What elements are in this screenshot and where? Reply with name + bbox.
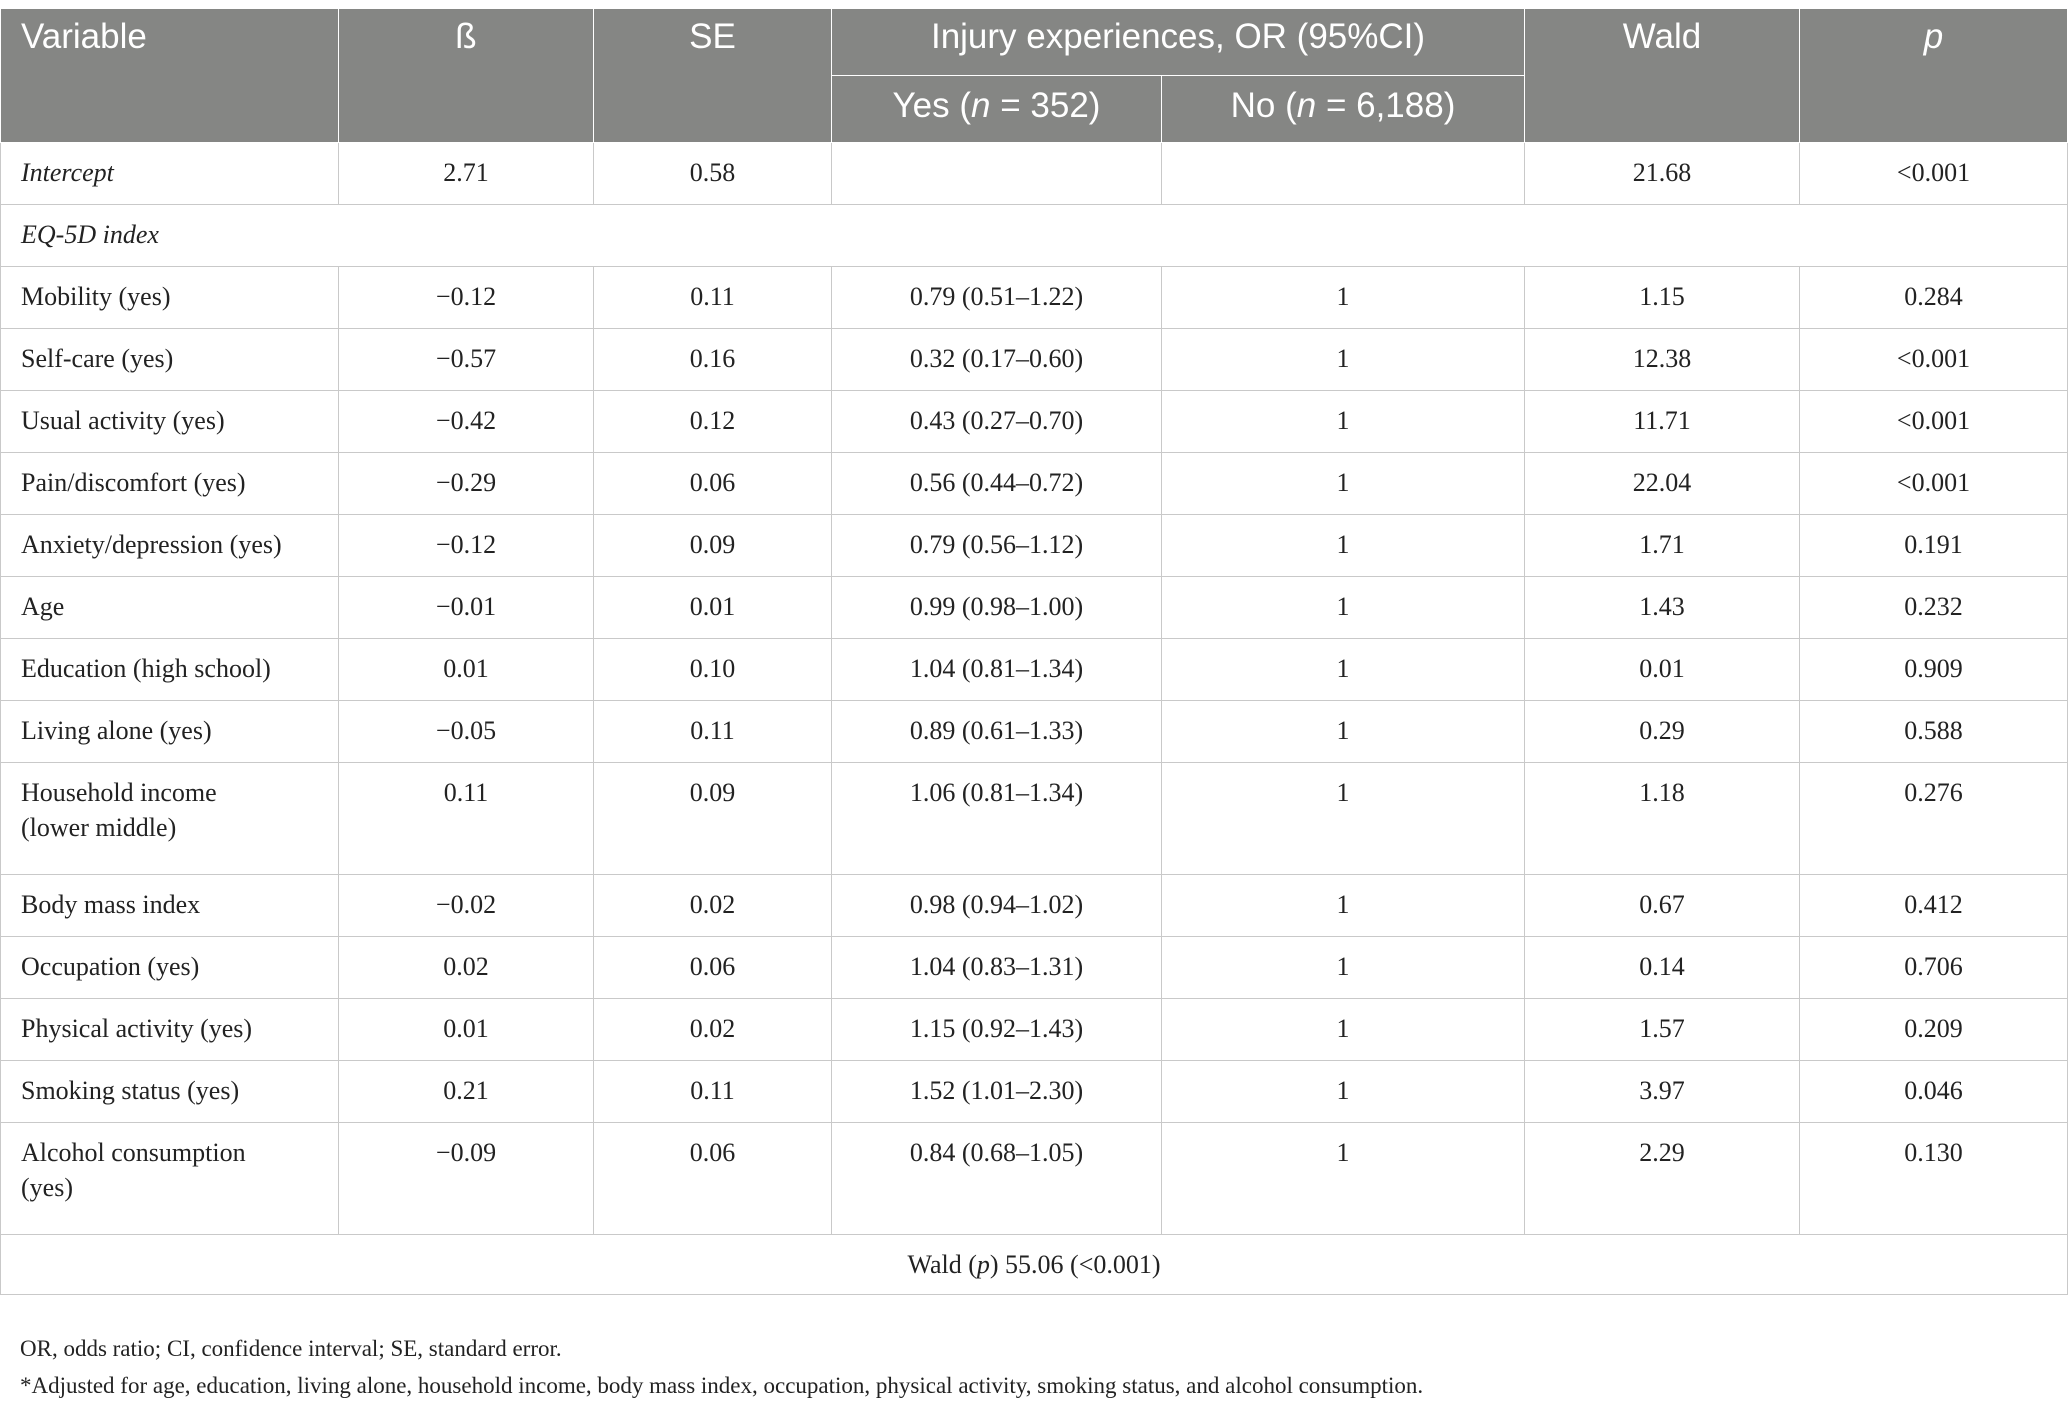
row-label: Smoking status (yes) — [1, 1061, 339, 1123]
row-se: 0.10 — [594, 639, 832, 701]
row-wald: 3.97 — [1525, 1061, 1800, 1123]
row-beta: −0.42 — [339, 391, 594, 453]
table-row — [1, 639, 2068, 701]
row-label-line2: (yes) — [21, 1173, 73, 1202]
row-beta: −0.12 — [339, 515, 594, 577]
row-no: 1 — [1162, 875, 1525, 937]
row-yes: 1.04 (0.81–1.34) — [832, 639, 1162, 701]
header-beta: ß — [339, 9, 594, 143]
row-label — [1, 1123, 339, 1235]
row-wald: 1.43 — [1525, 577, 1800, 639]
row-label: Occupation (yes) — [1, 937, 339, 999]
header-no-n: n — [1296, 86, 1317, 125]
table-row — [1, 875, 2068, 937]
header-injury: Injury experiences, OR (95%CI) — [832, 9, 1525, 76]
row-p: <0.001 — [1800, 329, 2068, 391]
total-wald — [1, 1235, 2068, 1295]
row-se: 0.11 — [594, 701, 832, 763]
table-row — [1, 1123, 2068, 1235]
row-se: 0.09 — [594, 515, 832, 577]
section-row — [1, 205, 2068, 267]
intercept-label: Intercept — [1, 143, 339, 205]
row-no: 1 — [1162, 329, 1525, 391]
row-no: 1 — [1162, 1123, 1525, 1235]
row-wald: 1.57 — [1525, 999, 1800, 1061]
row-p: 0.276 — [1800, 763, 2068, 875]
row-no: 1 — [1162, 639, 1525, 701]
row-beta: −0.05 — [339, 701, 594, 763]
note-abbreviations: OR, odds ratio; CI, confidence interval; SE, standard error. — [20, 1336, 562, 1361]
header-no — [1162, 76, 1525, 143]
row-label: Usual activity (yes) — [1, 391, 339, 453]
row-p: 0.209 — [1800, 999, 2068, 1061]
table-row — [1, 391, 2068, 453]
table-body — [1, 143, 2068, 1295]
row-no: 1 — [1162, 999, 1525, 1061]
row-wald: 1.15 — [1525, 267, 1800, 329]
row-yes: 0.99 (0.98–1.00) — [832, 577, 1162, 639]
row-yes: 0.56 (0.44–0.72) — [832, 453, 1162, 515]
table-header — [1, 9, 2068, 143]
row-p: <0.001 — [1800, 453, 2068, 515]
row-yes: 0.98 (0.94–1.02) — [832, 875, 1162, 937]
row-label: Age — [1, 577, 339, 639]
row-wald: 0.14 — [1525, 937, 1800, 999]
row-se: 0.12 — [594, 391, 832, 453]
header-yes-prefix: Yes ( — [892, 86, 972, 125]
row-wald: 1.18 — [1525, 763, 1800, 875]
intercept-p: <0.001 — [1800, 143, 2068, 205]
total-row — [1, 1235, 2068, 1295]
header-wald: Wald — [1525, 9, 1800, 143]
table-row — [1, 999, 2068, 1061]
intercept-yes — [832, 143, 1162, 205]
row-beta: −0.57 — [339, 329, 594, 391]
row-yes: 1.04 (0.83–1.31) — [832, 937, 1162, 999]
row-p: 0.706 — [1800, 937, 2068, 999]
row-no: 1 — [1162, 1061, 1525, 1123]
row-wald: 11.71 — [1525, 391, 1800, 453]
row-label: Anxiety/depression (yes) — [1, 515, 339, 577]
row-beta: 0.11 — [339, 763, 594, 875]
row-p: 0.588 — [1800, 701, 2068, 763]
row-se: 0.01 — [594, 577, 832, 639]
row-beta: 0.01 — [339, 639, 594, 701]
row-p: 0.412 — [1800, 875, 2068, 937]
total-p: p — [976, 1250, 990, 1279]
row-p: 0.284 — [1800, 267, 2068, 329]
row-yes: 0.43 (0.27–0.70) — [832, 391, 1162, 453]
intercept-row — [1, 143, 2068, 205]
row-p: 0.232 — [1800, 577, 2068, 639]
section-label: EQ-5D index — [1, 205, 2068, 267]
row-p: 0.046 — [1800, 1061, 2068, 1123]
row-wald: 2.29 — [1525, 1123, 1800, 1235]
table-row — [1, 267, 2068, 329]
row-yes: 1.15 (0.92–1.43) — [832, 999, 1162, 1061]
row-label: Education (high school) — [1, 639, 339, 701]
row-yes: 0.89 (0.61–1.33) — [832, 701, 1162, 763]
row-label: Living alone (yes) — [1, 701, 339, 763]
header-no-suffix: = 6,188) — [1316, 86, 1456, 125]
table-row — [1, 329, 2068, 391]
row-no: 1 — [1162, 763, 1525, 875]
row-label: Physical activity (yes) — [1, 999, 339, 1061]
row-label: Pain/discomfort (yes) — [1, 453, 339, 515]
row-se: 0.02 — [594, 999, 832, 1061]
row-p: <0.001 — [1800, 391, 2068, 453]
table-row — [1, 1061, 2068, 1123]
row-yes: 0.32 (0.17–0.60) — [832, 329, 1162, 391]
table-row — [1, 937, 2068, 999]
row-label: Mobility (yes) — [1, 267, 339, 329]
row-label — [1, 763, 339, 875]
row-beta: −0.01 — [339, 577, 594, 639]
table-notes — [20, 1330, 1423, 1404]
row-se: 0.16 — [594, 329, 832, 391]
row-yes: 0.84 (0.68–1.05) — [832, 1123, 1162, 1235]
row-wald: 0.29 — [1525, 701, 1800, 763]
row-label: Body mass index — [1, 875, 339, 937]
header-yes — [832, 76, 1162, 143]
row-se: 0.09 — [594, 763, 832, 875]
row-no: 1 — [1162, 701, 1525, 763]
note-adjusted: *Adjusted for age, education, living alone, household income, body mass index, occupation, physical activity, smoking status, and alcohol consumption. — [20, 1373, 1424, 1398]
row-no: 1 — [1162, 577, 1525, 639]
intercept-no — [1162, 143, 1525, 205]
table-row — [1, 701, 2068, 763]
row-label: Self-care (yes) — [1, 329, 339, 391]
row-label-line1: Household income — [21, 778, 217, 807]
row-wald: 0.67 — [1525, 875, 1800, 937]
row-no: 1 — [1162, 453, 1525, 515]
total-prefix: Wald ( — [907, 1250, 977, 1279]
total-suffix: ) 55.06 (<0.001) — [989, 1250, 1161, 1279]
row-label-line1: Alcohol consumption — [21, 1138, 246, 1167]
row-se: 0.06 — [594, 937, 832, 999]
row-beta: −0.09 — [339, 1123, 594, 1235]
row-p: 0.909 — [1800, 639, 2068, 701]
table-row — [1, 577, 2068, 639]
row-wald: 0.01 — [1525, 639, 1800, 701]
row-label-line2: (lower middle) — [21, 813, 177, 842]
row-no: 1 — [1162, 515, 1525, 577]
header-p — [1800, 9, 2068, 143]
row-yes: 0.79 (0.56–1.12) — [832, 515, 1162, 577]
row-se: 0.11 — [594, 1061, 832, 1123]
row-se: 0.11 — [594, 267, 832, 329]
row-yes: 1.52 (1.01–2.30) — [832, 1061, 1162, 1123]
header-se: SE — [594, 9, 832, 143]
regression-table — [0, 8, 2068, 1295]
row-yes: 1.06 (0.81–1.34) — [832, 763, 1162, 875]
row-beta: 0.01 — [339, 999, 594, 1061]
row-p: 0.191 — [1800, 515, 2068, 577]
table-row — [1, 763, 2068, 875]
row-no: 1 — [1162, 391, 1525, 453]
header-no-prefix: No ( — [1230, 86, 1297, 125]
intercept-wald: 21.68 — [1525, 143, 1800, 205]
table-row — [1, 515, 2068, 577]
row-beta: 0.02 — [339, 937, 594, 999]
row-wald: 12.38 — [1525, 329, 1800, 391]
header-yes-suffix: = 352) — [990, 86, 1101, 125]
header-yes-n: n — [971, 86, 991, 125]
row-se: 0.02 — [594, 875, 832, 937]
row-beta: 0.21 — [339, 1061, 594, 1123]
row-se: 0.06 — [594, 1123, 832, 1235]
row-no: 1 — [1162, 937, 1525, 999]
row-beta: −0.02 — [339, 875, 594, 937]
row-wald: 1.71 — [1525, 515, 1800, 577]
intercept-se: 0.58 — [594, 143, 832, 205]
row-no: 1 — [1162, 267, 1525, 329]
row-beta: −0.12 — [339, 267, 594, 329]
row-se: 0.06 — [594, 453, 832, 515]
intercept-beta: 2.71 — [339, 143, 594, 205]
row-yes: 0.79 (0.51–1.22) — [832, 267, 1162, 329]
row-beta: −0.29 — [339, 453, 594, 515]
row-wald: 22.04 — [1525, 453, 1800, 515]
row-p: 0.130 — [1800, 1123, 2068, 1235]
header-p-text: p — [1923, 17, 1944, 56]
header-variable: Variable — [1, 9, 339, 143]
table-row — [1, 453, 2068, 515]
